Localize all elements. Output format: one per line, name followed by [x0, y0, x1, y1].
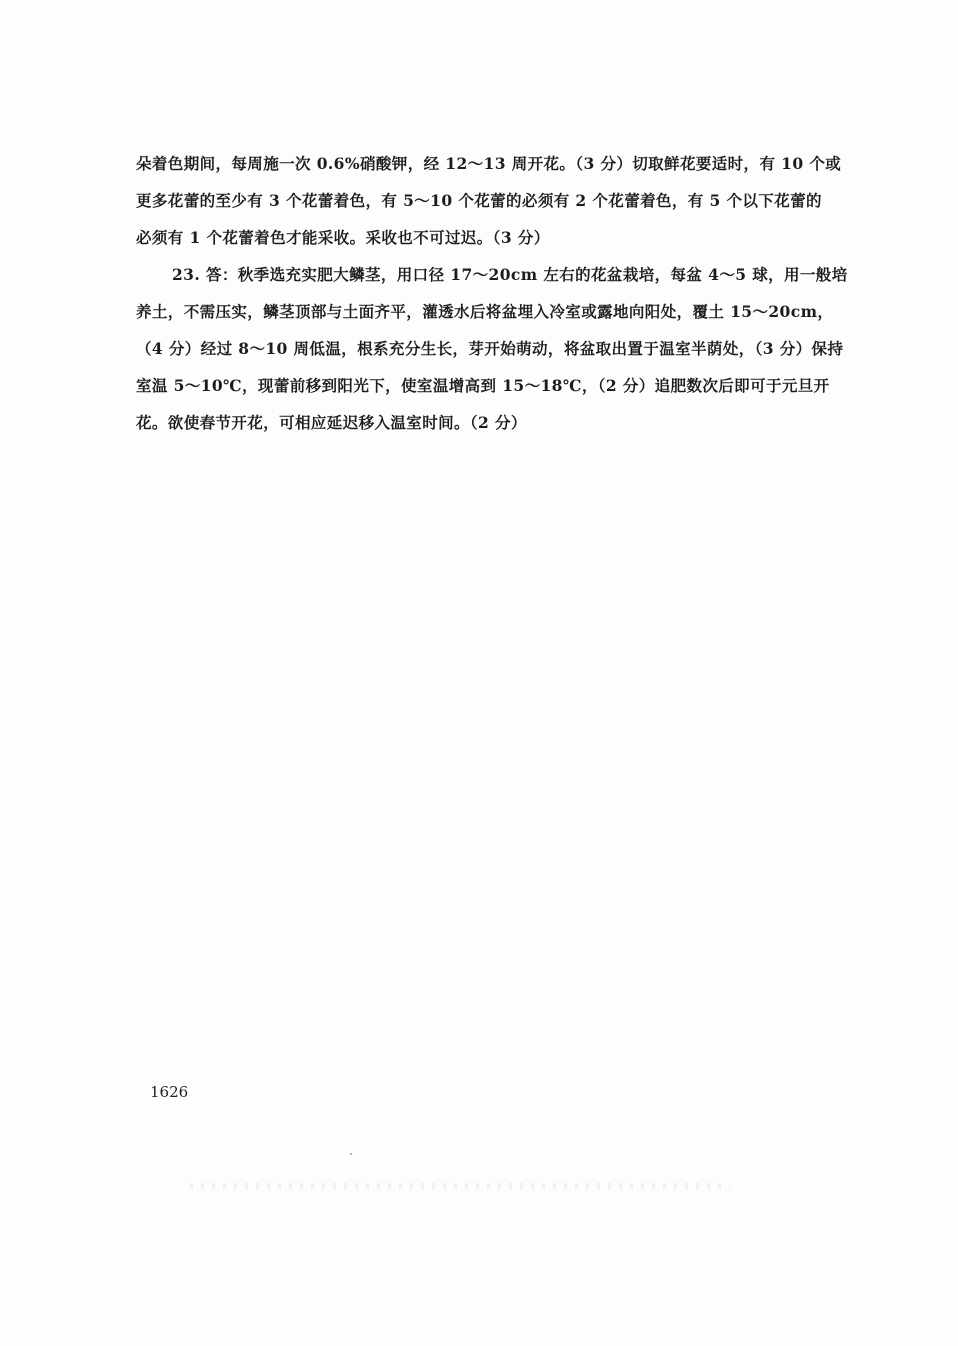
scan-speck: [350, 1153, 352, 1155]
answer-23-line-1: 23. 答：秋季选充实肥大鳞茎，用口径 17～20cm 左右的花盆栽培，每盆 4～5 球，用一般培: [172, 265, 848, 284]
answer-23-line-2: 养土，不需压实，鳞茎顶部与土面齐平，灌透水后将盆埋入冷室或露地向阳处，覆土 15～20cm，: [136, 302, 834, 321]
text-line-1: 朵着色期间，每周施一次 0.6%硝酸钾，经 12～13 周开花。（3 分）切取鲜花要适时，有 10 个或: [136, 154, 842, 173]
text-line-3: 必须有 1 个花蕾着色才能采收。采收也不可过迟。（3 分）: [136, 228, 550, 247]
answer-23-line-4: 室温 5～10℃，现蕾前移到阳光下，使室温增高到 15～18℃，（2 分）追肥数次后即可于元旦开: [136, 376, 830, 395]
scan-noise: [190, 1183, 730, 1189]
page-number: 1626: [150, 1083, 189, 1101]
text-line-2: 更多花蕾的至少有 3 个花蕾着色，有 5～10 个花蕾的必须有 2 个花蕾着色，有 5 个以下花蕾的: [136, 191, 822, 210]
answer-23-line-5: 花。欲使春节开花，可相应延迟移入温室时间。（2 分）: [136, 413, 527, 432]
answer-23-line-3: （4 分）经过 8～10 周低温，根系充分生长，芽开始萌动，将盆取出置于温室半荫处，（3 分）保持: [136, 339, 844, 358]
